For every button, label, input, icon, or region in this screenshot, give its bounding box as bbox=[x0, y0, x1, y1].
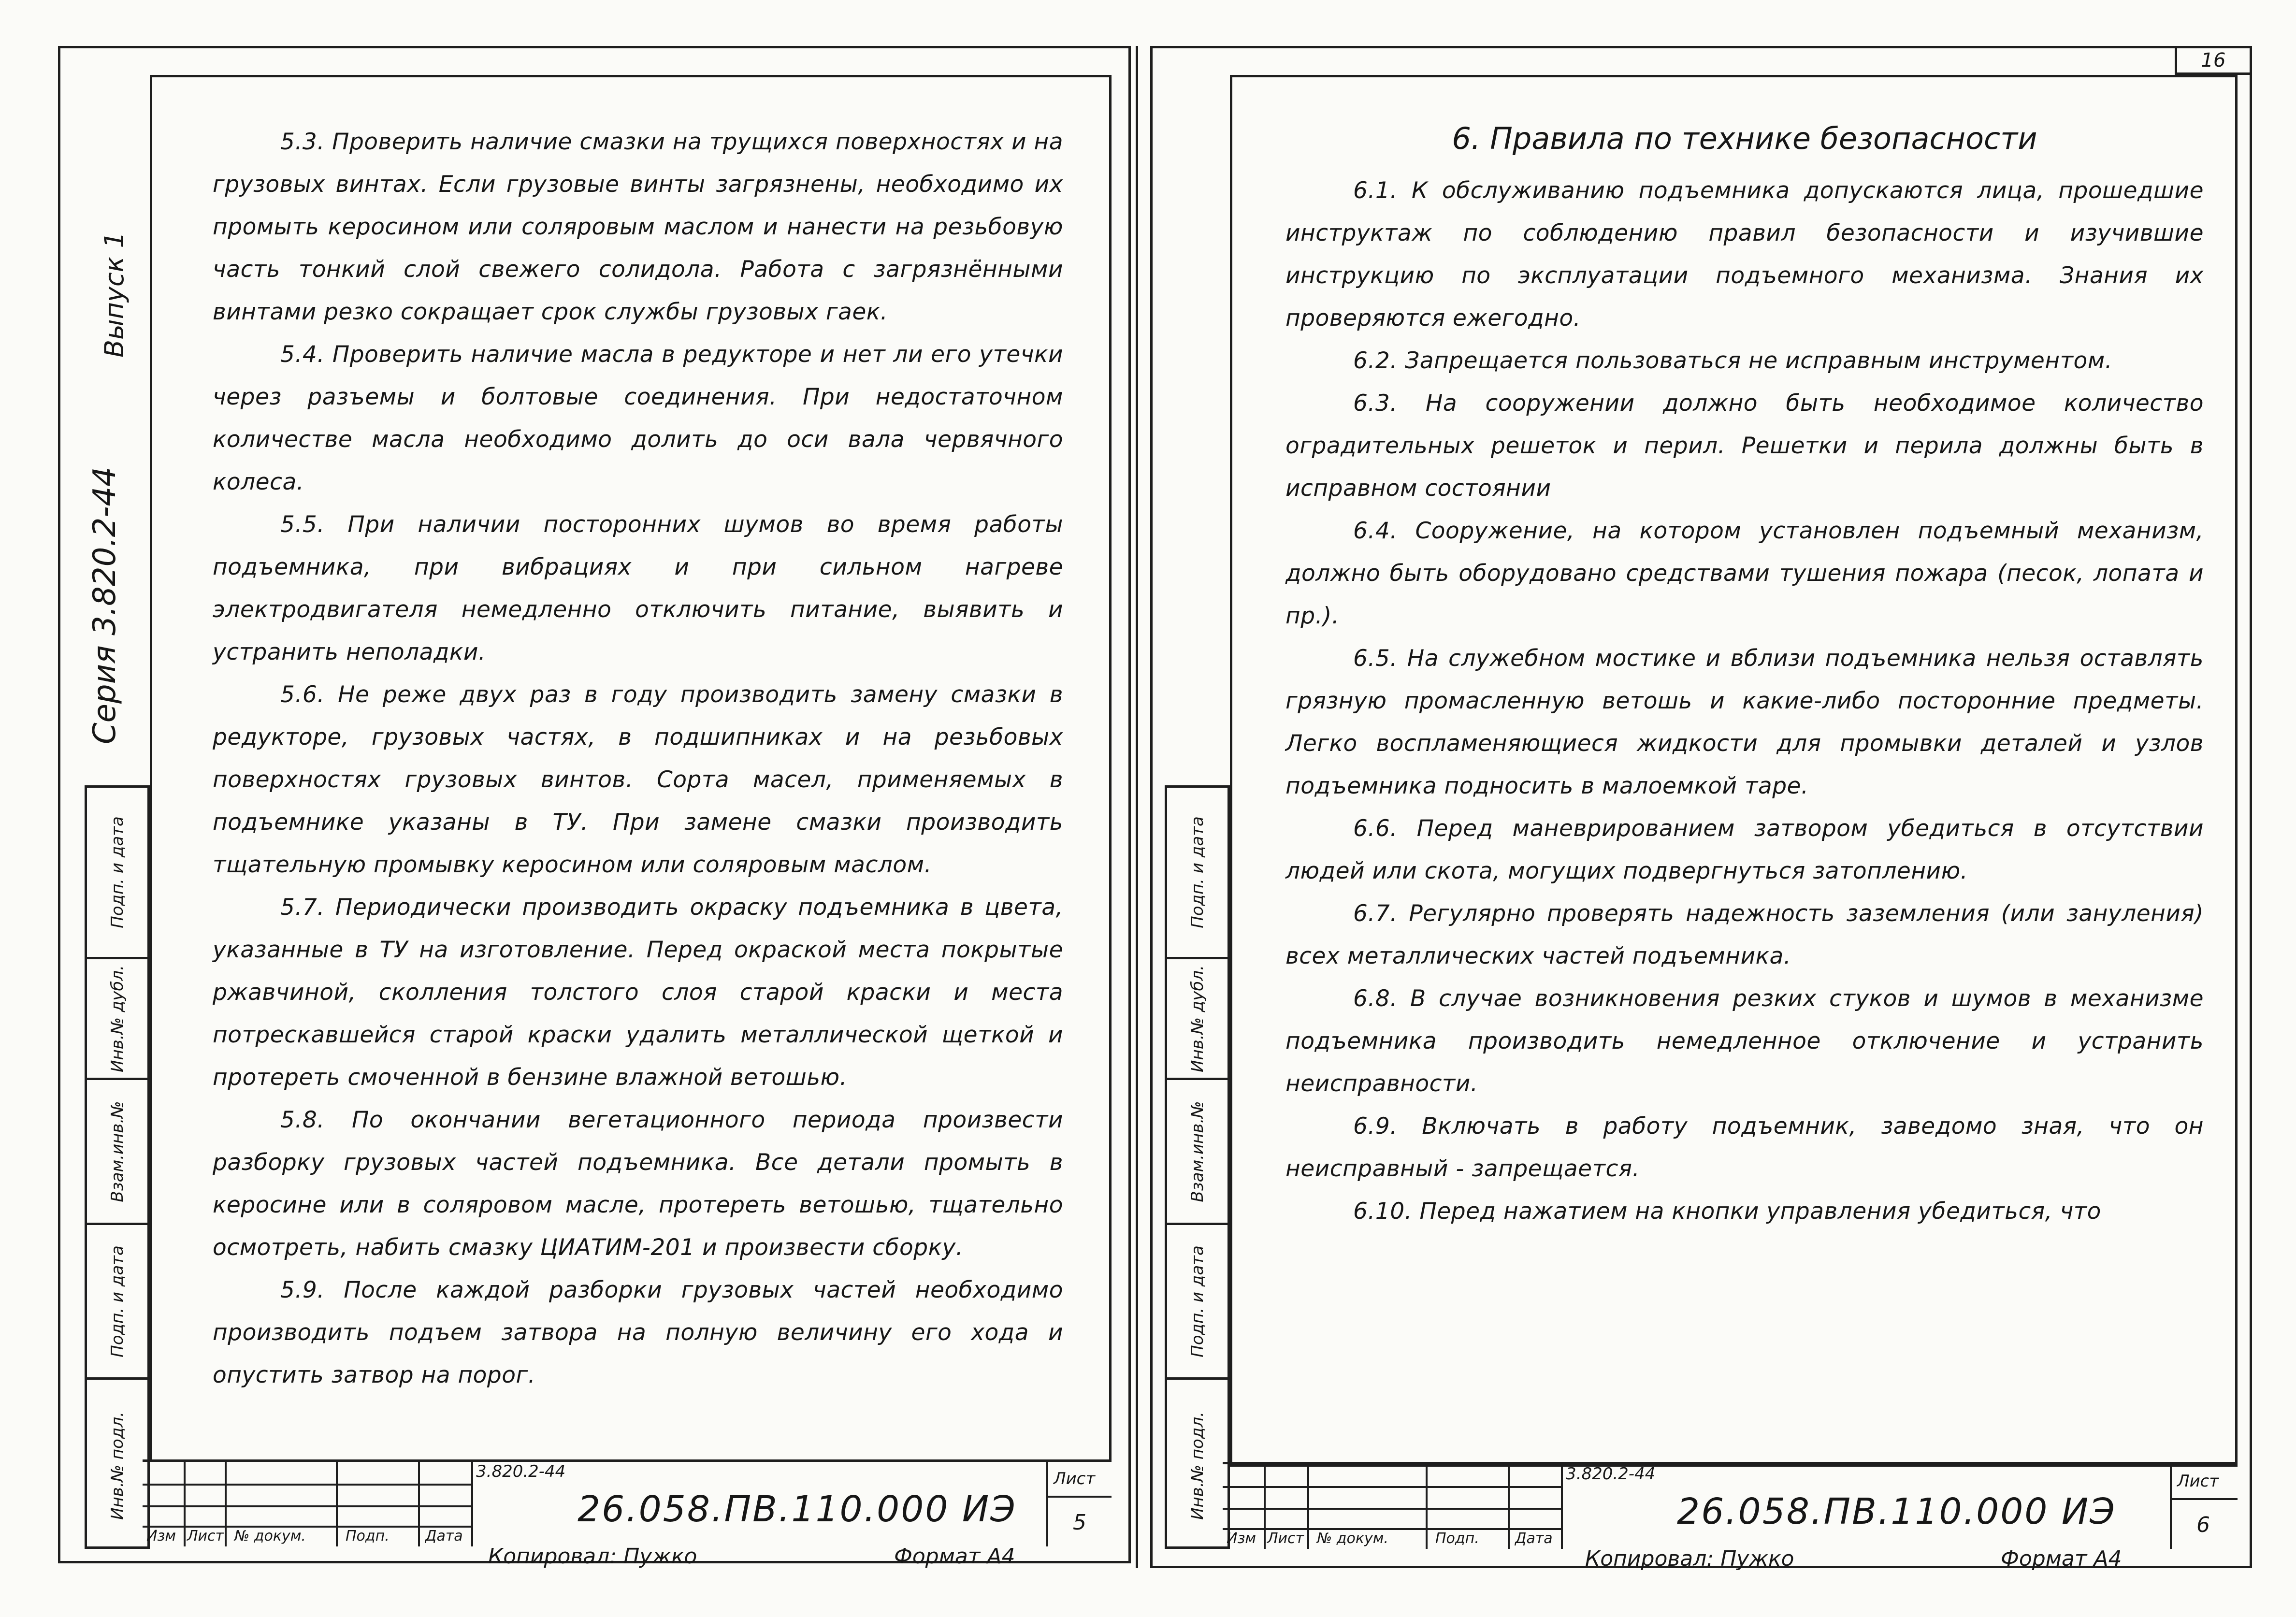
tb-col-data: Дата bbox=[1515, 1530, 1553, 1547]
tb-col-data: Дата bbox=[425, 1528, 463, 1545]
stamp-cell: Подп. и дата bbox=[1187, 816, 1207, 928]
tb-col-doc: № докум. bbox=[234, 1528, 306, 1545]
paragraph: 6.2. Запрещается пользоваться не исправным инструментом. bbox=[1353, 347, 2113, 374]
paragraph: 5.8. По окончании вегетационного периода произвести разборку грузовых частей подъемника. Все детали промыть в керосине или в соляровом масле, протереть ветошью, тщательно осмотреть, набить смазку ЦИАТИМ-201 и произвести сборку. bbox=[213, 1107, 1063, 1261]
tb-col-doc: № докум. bbox=[1317, 1530, 1388, 1547]
tb-doc-code: 26.058.ПВ.110.000 ИЭ bbox=[578, 1488, 1017, 1530]
right-content bbox=[1285, 121, 2204, 1233]
paragraph: 5.4. Проверить наличие масла в редукторе и нет ли его утечки через разъемы и болтовые соединения. При недостаточном количестве масла необходимо долить до оси вала червячного колеса. bbox=[213, 341, 1063, 495]
paragraph: 5.7. Периодически производить окраску подъемника в цвета, указанные в ТУ на изготовление. Перед окраской места покрытые ржавчиной, сколления толстого слоя старой краски и места потрескавшейся старой краски удалить металлической щеткой и протереть смоченной в бензине влажной ветошью. bbox=[213, 894, 1063, 1091]
paragraph: 6.7. Регулярно проверять надежность заземления (или зануления) всех металлических частей подъемника. bbox=[1285, 900, 2204, 969]
left-sidebar-release: Выпуск 1 bbox=[99, 231, 130, 358]
tb-sheet-label: Лист bbox=[2177, 1472, 2219, 1491]
paragraph: 6.10. Перед нажатием на кнопки управления убедиться, что bbox=[1353, 1198, 2101, 1225]
tb-col-izm: Изм bbox=[146, 1528, 176, 1545]
paragraph: 6.8. В случае возникновения резких стуков и шумов в механизме подъемника производить немедленное отключение и устранить неисправности. bbox=[1285, 985, 2204, 1097]
tb-col-podp: Подп. bbox=[346, 1528, 390, 1545]
stamp-cell: Инв.№ подл. bbox=[87, 1377, 147, 1551]
paragraph: 6.1. К обслуживанию подъемника допускаются лица, прошедшие инструктаж по соблюдению правил безопасности и изучившие инструкцию по эксплуатации подъемного механизма. Знания их проверяются ежегодно. bbox=[1285, 177, 2204, 332]
left-content bbox=[213, 121, 1063, 1397]
right-sheet bbox=[1141, 0, 2296, 1617]
paragraph: 6.9. Включать в работу подъемник, заведомо зная, что он неисправный - запрещается. bbox=[1285, 1113, 2204, 1182]
right-format: Формат А4 bbox=[2001, 1546, 2122, 1571]
tb-col-list: Лист bbox=[1267, 1530, 1304, 1547]
paragraph: 5.3. Проверить наличие смазки на трущихся поверхностях и на грузовых винтах. Если грузовые винты загрязнены, необходимо их промыть керосином или соляровым маслом и нанести на резьбовую часть тонкий слой свежего солидола. Работа с загрязнёнными винтами резко сокращает срок службы грузовых гаек. bbox=[213, 129, 1063, 325]
stamp-cell: Подп. и дата bbox=[87, 1223, 147, 1377]
tb-small-code: 3.820.2-44 bbox=[1566, 1464, 1656, 1484]
tb-col-podp: Подп. bbox=[1435, 1530, 1479, 1547]
right-title-block bbox=[1223, 1462, 2238, 1546]
tb-sheet-number: 5 bbox=[1073, 1510, 1086, 1535]
paragraph: 6.4. Сооружение, на котором установлен подъемный механизм, должно быть оборудовано средствами тушения пожара (песок, лопата и пр.). bbox=[1285, 518, 2204, 629]
left-sidebar-series: Серия 3.820.2-44 bbox=[87, 467, 123, 744]
paragraph: 6.5. На служебном мостике и вблизи подъемника нельзя оставлять грязную промасленную ветошь и какие-либо посторонние предметы. Легко воспламеняющиеся жидкости для промывки деталей и узлов подъемника подносить в малоемкой таре. bbox=[1285, 645, 2204, 799]
paragraph: 6.6. Перед маневрированием затвором убедиться в отсутствии людей или скота, могущих подвергнуться затоплению. bbox=[1285, 815, 2204, 884]
tb-sheet-number: 6 bbox=[2196, 1513, 2210, 1537]
paragraph: 6.3. На сооружении должно быть необходимое количество оградительных решеток и перил. Решетки и перила должны быть в исправном состоянии bbox=[1285, 390, 2204, 502]
tb-small-code: 3.820.2-44 bbox=[476, 1462, 566, 1481]
left-stamp-column bbox=[85, 785, 150, 1549]
left-sheet bbox=[0, 0, 1141, 1617]
stamp-cell: Подп. и дата bbox=[107, 816, 127, 928]
stamp-cell: Инв.№ дубл. bbox=[1167, 957, 1227, 1078]
left-title-block bbox=[143, 1459, 1112, 1544]
stamp-cell: Инв.№ дубл. bbox=[87, 957, 147, 1078]
stamp-cell: Взам.инв.№ bbox=[87, 1078, 147, 1223]
tb-col-list: Лист bbox=[187, 1528, 224, 1545]
right-copied-by: Копировал: Пужко bbox=[1585, 1546, 1794, 1571]
tb-doc-code: 26.058.ПВ.110.000 ИЭ bbox=[1677, 1491, 2116, 1532]
center-divider bbox=[1136, 46, 1138, 1568]
stamp-cell: Инв.№ подл. bbox=[1167, 1377, 1227, 1551]
section-title: 6. Правила по технике безопасности bbox=[1452, 121, 2037, 156]
left-format: Формат А4 bbox=[894, 1544, 1015, 1569]
right-corner-number: 16 bbox=[2175, 46, 2252, 75]
right-stamp-column bbox=[1165, 785, 1230, 1549]
stamp-cell: Взам.инв.№ bbox=[1167, 1078, 1227, 1223]
tb-col-izm: Изм bbox=[1227, 1530, 1256, 1547]
paragraph: 5.5. При наличии посторонних шумов во время работы подъемника, при вибрациях и при сильном нагреве электродвигателя немедленно отключить питание, выявить и устранить неполадки. bbox=[213, 511, 1063, 665]
left-copied-by: Копировал: Пужко bbox=[488, 1544, 697, 1569]
paragraph: 5.9. После каждой разборки грузовых частей необходимо производить подъем затвора на полную величину его хода и опустить затвор на порог. bbox=[213, 1277, 1063, 1388]
stamp-cell: Подп. и дата bbox=[1167, 1223, 1227, 1377]
paragraph: 5.6. Не реже двух раз в году производить замену смазки в редукторе, грузовых частях, в подшипниках и на резьбовых поверхностях грузовых винтов. Сорта масел, применяемых в подъемнике указаны в ТУ. При замене смазки производить тщательную промывку керосином или соляровым маслом. bbox=[213, 681, 1063, 878]
tb-sheet-label: Лист bbox=[1054, 1469, 1096, 1488]
